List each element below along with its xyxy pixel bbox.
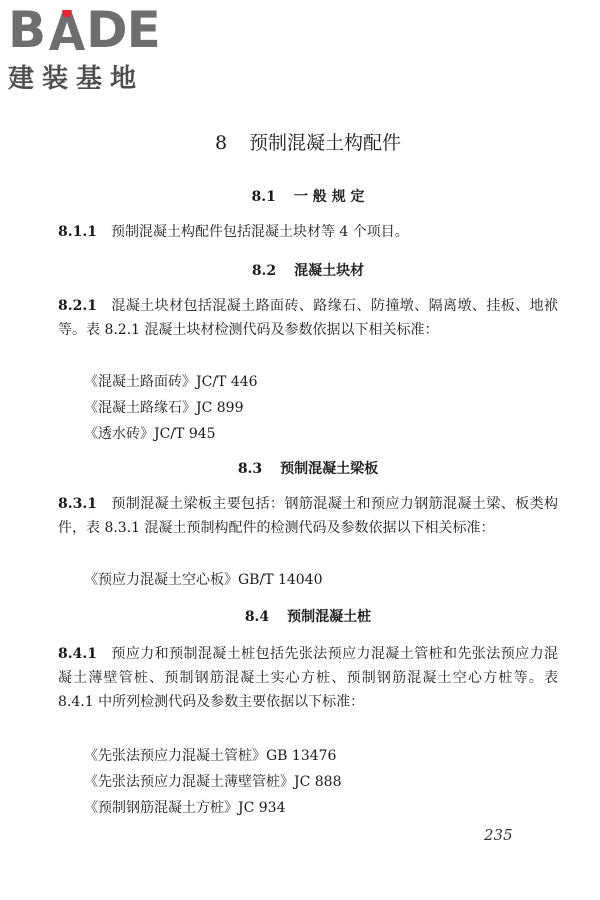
logo-a-icon xyxy=(45,4,85,56)
section-title: 预制混凝土桩 xyxy=(287,609,372,625)
clause-number: 8.3.1 xyxy=(58,496,97,512)
clause-number: 8.1.1 xyxy=(58,224,97,240)
section-heading xyxy=(58,260,558,280)
chapter-title: 预制混凝土构配件 xyxy=(249,132,402,154)
clause-paragraph xyxy=(58,294,558,342)
clause-text: 预应力和预制混凝土桩包括先张法预应力混凝土管桩和先张法预应力混凝土薄壁管桩、预制钢筋混凝土实心方桩、预制钢筋混凝土空心方桩等。表 8.4.1 中所列检测代码及参数主要依据以下标准： xyxy=(58,646,558,710)
standard-reference: 《透水砖》JC/T 945 xyxy=(84,426,216,442)
section-heading xyxy=(58,606,558,626)
logo-subtitle: 建装基地 xyxy=(8,64,145,94)
clause-number: 8.2.1 xyxy=(58,298,97,314)
section-heading xyxy=(58,186,558,206)
clause-text: 预制混凝土构配件包括混凝土块材等 4 个项目。 xyxy=(110,224,409,240)
logo-letter-a xyxy=(45,4,85,56)
section-title: 混凝土块材 xyxy=(294,263,365,279)
chapter-heading xyxy=(58,128,558,155)
standard-reference: 《混凝土路面砖》JC/T 446 xyxy=(84,374,258,390)
clause-number: 8.4.1 xyxy=(58,646,97,662)
chapter-number: 8 xyxy=(214,132,228,154)
clause-paragraph xyxy=(58,220,558,244)
section-heading xyxy=(58,458,558,478)
section-number: 8.2 xyxy=(251,263,277,279)
section-number: 8.4 xyxy=(244,609,270,625)
standard-reference: 《混凝土路缘石》JC 899 xyxy=(84,400,244,416)
clause-text: 预制混凝土梁板主要包括：钢筋混凝土和预应力钢筋混凝土梁、板类构件，表 8.3.1 混凝土预制构配件的检测代码及参数依据以下相关标准： xyxy=(58,496,558,536)
clause-paragraph xyxy=(58,642,558,714)
standard-reference: 《先张法预应力混凝土薄壁管桩》JC 888 xyxy=(84,774,342,790)
logo-letters-before: B xyxy=(8,1,46,59)
logo-letters-after: DE xyxy=(86,1,160,59)
clause-text: 混凝土块材包括混凝土路面砖、路缘石、防撞墩、隔离墩、挂板、地袱等。表 8.2.1 混凝土块材检测代码及参数依据以下相关标准： xyxy=(58,298,558,338)
section-number: 8.1 xyxy=(251,189,276,205)
section-number: 8.3 xyxy=(237,461,263,477)
logo-wordmark xyxy=(8,1,178,59)
logo xyxy=(8,1,178,95)
section-title: 一 般 规 定 xyxy=(293,189,365,205)
standard-reference: 《预应力混凝土空心板》GB/T 14040 xyxy=(84,572,323,588)
standard-reference: 《预制钢筋混凝土方桩》JC 934 xyxy=(84,800,286,816)
section-title: 预制混凝土梁板 xyxy=(280,461,379,477)
page-number: 235 xyxy=(484,826,513,844)
clause-paragraph xyxy=(58,492,558,540)
standard-reference: 《先张法预应力混凝土管桩》GB 13476 xyxy=(84,748,337,764)
